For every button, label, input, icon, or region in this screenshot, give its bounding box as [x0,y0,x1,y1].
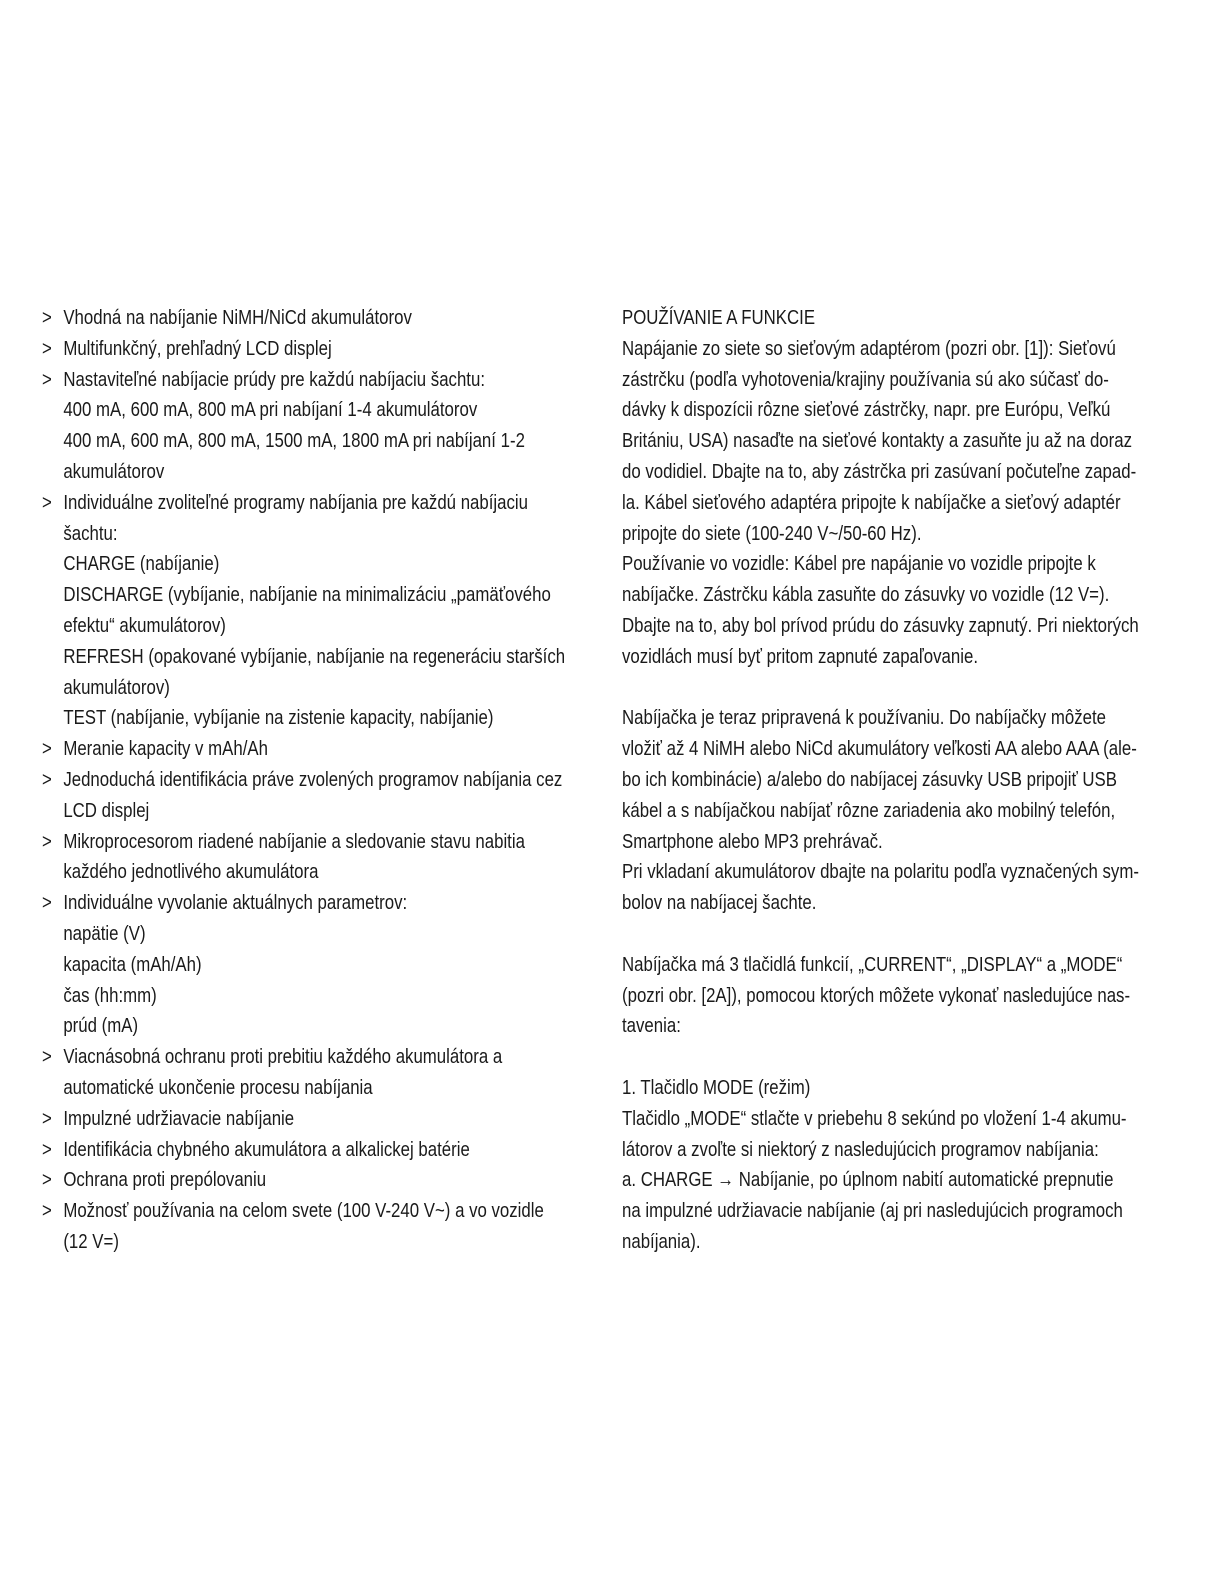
bullet-marker: > [42,1137,52,1161]
bullet-marker: > [42,336,52,360]
bullet-marker: > [42,490,52,514]
feature-text: Impulzné udržiavacie nabíjanie [63,1106,295,1130]
feature-text: automatické ukončenie procesu nabíjania [63,1075,373,1099]
feature-text: efektu“ akumulátorov) [63,613,226,637]
body-line: nabíjania). [622,1229,701,1253]
usage-column [622,303,1162,1258]
body-line: a. CHARGE → Nabíjanie, po úplnom nabití automatické prepnutie [622,1168,1114,1192]
bullet-marker: > [42,367,52,391]
feature-item [42,1104,489,1135]
feature-item [42,303,489,334]
feature-item-continuation [42,1073,489,1104]
feature-text: prúd (mA) [63,1014,139,1038]
feature-item-continuation [42,395,489,426]
paragraph-gap [622,1042,1162,1073]
body-line: látorov a zvoľte si niektorý z nasledujúcich programov nabíjania: [622,1137,1099,1161]
body-line: vložiť až 4 NiMH alebo NiCd akumulátory veľkosti AA alebo AAA (ale- [622,737,1137,761]
feature-text: každého jednotlivého akumulátora [63,860,319,884]
feature-text: čas (hh:mm) [63,983,157,1007]
body-line: nabíjačke. Zástrčku kábla zasuňte do zásuvky vo vozidle (12 V=). [622,583,1110,607]
feature-text: Možnosť používania na celom svete (100 V-240 V~) a vo vozidle [63,1199,544,1223]
body-line: Dbajte na to, aby bol prívod prúdu do zásuvky zapnutý. Pri niektorých [622,613,1139,637]
feature-item [42,734,489,765]
feature-item-continuation [42,549,489,580]
bullet-marker: > [42,829,52,853]
body-line: Nabíjačka je teraz pripravená k používaniu. Do nabíjačky môžete [622,706,1107,730]
body-line: Smartphone alebo MP3 prehrávač. [622,829,883,853]
feature-item-continuation [42,611,489,642]
body-line: Pri vkladaní akumulátorov dbajte na polaritu podľa vyznačených sym- [622,860,1139,884]
body-line: Používanie vo vozidle: Kábel pre napájanie vo vozidle pripojte k [622,552,1096,576]
body-line: bolov na nabíjacej šachte. [622,891,817,915]
bullet-marker: > [42,1106,52,1130]
feature-text: Identifikácia chybného akumulátora a alkalickej batérie [63,1137,470,1161]
feature-item [42,1196,544,1227]
feature-item-continuation [42,950,489,981]
bullet-marker: > [42,737,52,761]
feature-text: TEST (nabíjanie, vybíjanie na zistenie kapacity, nabíjanie) [63,706,494,730]
body-line: zástrčku (podľa vyhotovenia/krajiny používania sú ako súčasť do- [622,367,1109,391]
feature-text: Individuálne vyvolanie aktuálnych parametrov: [63,891,408,915]
bullet-marker: > [42,891,52,915]
body-line: pripojte do siete (100-240 V~/50-60 Hz). [622,521,922,545]
feature-item [42,888,489,919]
body-line: do vodidiel. Dbajte na to, aby zástrčka pri zasúvaní počuteľne zapad- [622,459,1137,483]
feature-item-continuation [42,1227,489,1258]
feature-item-continuation [42,857,489,888]
feature-item-continuation [42,580,551,611]
feature-item [42,488,528,519]
feature-item-continuation [42,981,489,1012]
feature-item [42,1042,503,1073]
feature-item [42,765,563,796]
feature-text: Individuálne zvoliteľné programy nabíjania pre každú nabíjaciu [63,490,528,514]
feature-text: Vhodná na nabíjanie NiMH/NiCd akumulátorov [63,306,412,329]
feature-text: šachtu: [63,521,118,545]
feature-item-continuation [42,796,489,827]
body-line: Napájanie zo siete so sieťovým adaptérom (pozri obr. [1]): Sieťovú [622,336,1116,360]
feature-item-continuation [42,919,489,950]
paragraph-gap [622,673,1162,704]
feature-text: akumulátorov [63,459,165,483]
feature-text: REFRESH (opakované vybíjanie, nabíjanie na regeneráciu starších [63,644,566,668]
body-line: na impulzné udržiavacie nabíjanie (aj pri nasledujúcich programoch [622,1199,1123,1223]
bullet-marker: > [42,767,52,791]
body-line: dávky k dispozícii rôzne sieťové zástrčky, napr. pre Európu, Veľkú [622,398,1111,422]
feature-text: napätie (V) [63,921,146,945]
feature-text: Multifunkčný, prehľadný LCD displej [63,336,332,360]
feature-item-continuation [42,642,566,673]
feature-item-continuation [42,673,489,704]
bullet-marker: > [42,1199,52,1223]
feature-item-continuation [42,703,494,734]
feature-item-continuation [42,1011,489,1042]
feature-item [42,1165,489,1196]
feature-text: kapacita (mAh/Ah) [63,952,202,976]
feature-text: Mikroprocesorom riadené nabíjanie a sledovanie stavu nabitia [63,829,525,853]
body-line: 1. Tlačidlo MODE (režim) [622,1075,811,1099]
feature-text: DISCHARGE (vybíjanie, nabíjanie na minimalizáciu „pamäťového [63,583,551,607]
body-line: (pozri obr. [2A]), pomocou ktorých môžete vykonať nasledujúce nas- [622,983,1131,1007]
feature-text: Jednoduchá identifikácia práve zvolených programov nabíjania cez [63,767,563,791]
feature-text: 400 mA, 600 mA, 800 mA pri nabíjaní 1-4 akumulátorov [63,398,478,422]
feature-item-continuation [42,457,489,488]
feature-text: LCD displej [63,798,150,822]
body-line: vozidlách musí byť pritom zapnuté zapaľovanie. [622,644,979,668]
feature-text: (12 V=) [63,1229,119,1253]
bullet-marker: > [42,1045,52,1069]
feature-text: 400 mA, 600 mA, 800 mA, 1500 mA, 1800 mA pri nabíjaní 1-2 [63,429,525,453]
feature-item [42,827,525,858]
bullet-marker: > [42,306,52,329]
body-line: kábel a s nabíjačkou nabíjať rôzne zariadenia ako mobilný telefón, [622,798,1116,822]
paragraph-gap [622,919,1162,950]
feature-text: Ochrana proti prepólovaniu [63,1168,267,1192]
body-line: la. Kábel sieťového adaptéra pripojte k nabíjačke a sieťový adaptér [622,490,1121,514]
body-line: Tlačidlo „MODE“ stlačte v priebehu 8 sekúnd po vložení 1-4 akumu- [622,1106,1127,1130]
body-line: Britániu, USA) nasaďte na sieťové kontakty a zasuňte ju až na doraz [622,429,1133,453]
features-column [42,303,587,1258]
feature-text: akumulátorov) [63,675,170,699]
feature-item-continuation [42,426,525,457]
section-heading: POUŽÍVANIE A FUNKCIE [622,306,816,329]
feature-item [42,365,489,396]
feature-text: Meranie kapacity v mAh/Ah [63,737,268,761]
feature-text: Nastaviteľné nabíjacie prúdy pre každú nabíjaciu šachtu: [63,367,485,391]
body-line: bo ich kombinácie) a/alebo do nabíjacej zásuvky USB pripojiť USB [622,767,1117,791]
feature-text: CHARGE (nabíjanie) [63,552,220,576]
feature-item [42,1135,489,1166]
feature-text: Viacnásobná ochranu proti prebitiu každého akumulátora a [63,1045,503,1069]
feature-item-continuation [42,519,489,550]
bullet-marker: > [42,1168,52,1192]
feature-item [42,334,489,365]
body-line: Nabíjačka má 3 tlačidlá funkcií, „CURRENT“, „DISPLAY“ a „MODE“ [622,952,1123,976]
body-line: tavenia: [622,1014,681,1038]
